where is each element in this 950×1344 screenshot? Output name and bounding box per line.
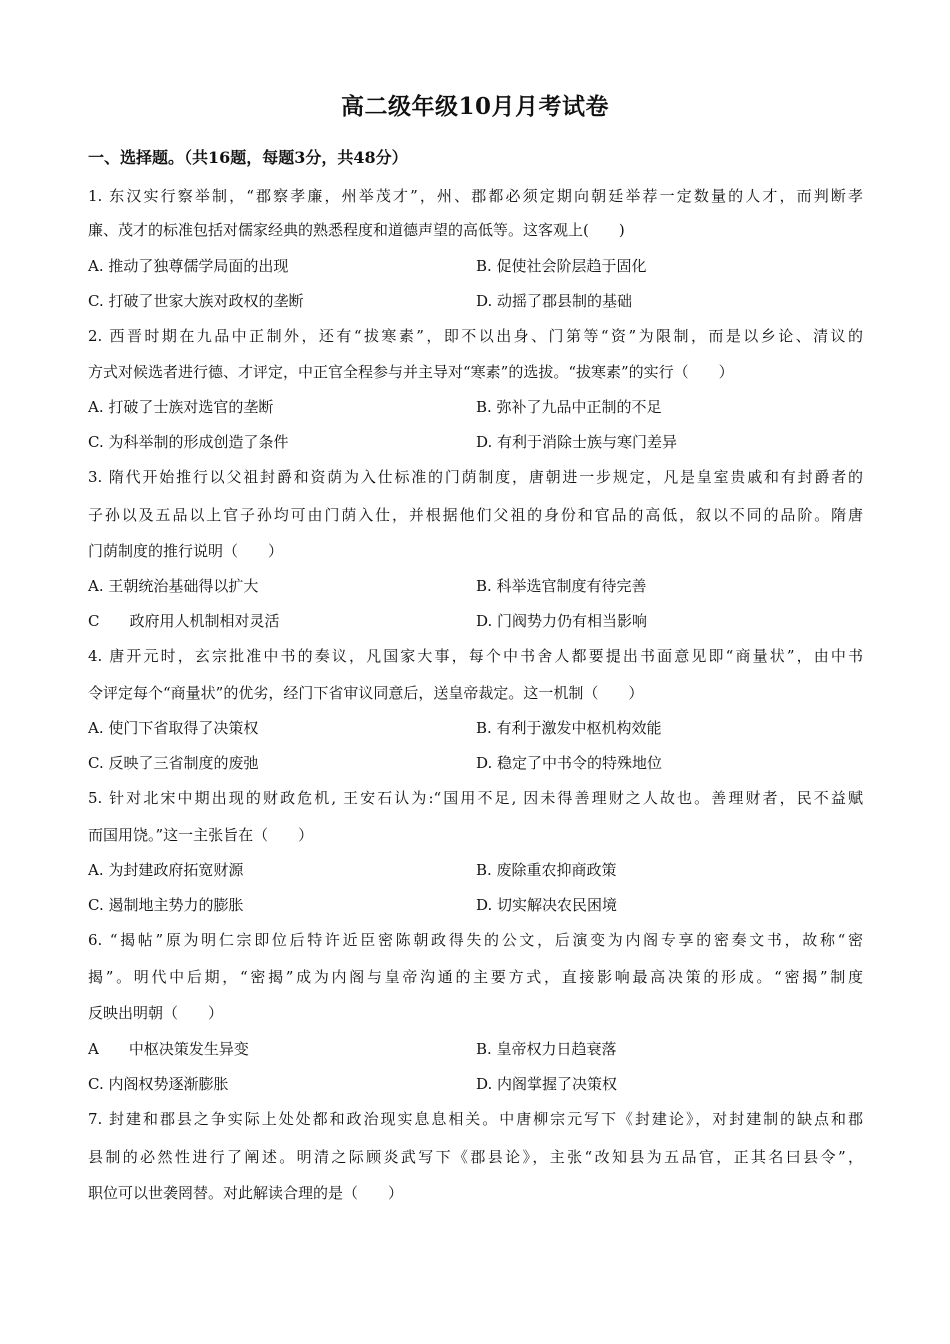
q4-line-1: 4. 唐开元时，玄宗批准中书的奏议，凡国家大事，每个中书舍人都要提出书面意见即“商量状”，由中书	[88, 647, 863, 665]
q6-line-2: 揭”。明代中后期，“密揭”成为内阁与皇帝沟通的主要方式，直接影响最高决策的形成。“密揭”制度	[88, 968, 863, 986]
q3-line-2: 子孙以及五品以上官子孙均可由门荫入仕，并根据他们父祖的身份和官品的高低，叙以不同的品阶。隋唐	[88, 506, 863, 524]
section-heading: 一、选择题。（共16题，每题3分，共48分）	[88, 148, 408, 167]
q1-option-d: D. 动摇了郡县制的基础	[476, 292, 633, 310]
q1-option-b: B. 促使社会阶层趋于固化	[476, 257, 647, 275]
q6-option-d: D. 内阁掌握了决策权	[476, 1075, 618, 1093]
q5-option-a: A. 为封建政府拓宽财源	[88, 861, 244, 879]
q1-line-1: 1. 东汉实行察举制，“郡察孝廉，州举茂才”，州、郡都必须定期向朝廷举荐一定数量的人才，而判断孝	[88, 187, 863, 205]
q1-line-2: 廉、茂才的标准包括对儒家经典的熟悉程度和道德声望的高低等。这客观上( )	[88, 221, 625, 239]
q5-option-c: C. 遏制地主势力的膨胀	[88, 896, 244, 914]
q6-option-a: A 中枢决策发生异变	[88, 1040, 249, 1058]
q7-line-3: 职位可以世袭罔替。对此解读合理的是（ ）	[88, 1184, 404, 1202]
q2-option-d: D. 有利于消除士族与寒门差异	[476, 433, 678, 451]
q7-line-1: 7. 封建和郡县之争实际上处处都和政治现实息息相关。中唐柳宗元写下《封建论》，对封建制的缺点和郡	[88, 1110, 863, 1128]
q2-line-2: 方式对候选者进行德、才评定，中正官全程参与并主导对“寒素”的选拔。“拔寒素”的实行（ ）	[88, 363, 734, 381]
q1-option-c: C. 打破了世家大族对政权的垄断	[88, 292, 304, 310]
q6-line-1: 6. “揭帖”原为明仁宗即位后特许近臣密陈朝政得失的公文，后演变为内阁专享的密奏文书，故称“密	[88, 931, 863, 949]
q5-line-2: 而国用饶。”这一主张旨在（ ）	[88, 826, 314, 844]
q6-option-b: B. 皇帝权力日趋衰落	[476, 1040, 617, 1058]
q7-line-2: 县制的必然性进行了阐述。明清之际顾炎武写下《郡县论》，主张“改知县为五品官，正其名曰县令”，	[88, 1148, 863, 1166]
q2-option-c: C. 为科举制的形成创造了条件	[88, 433, 289, 451]
q2-option-a: A. 打破了士族对选官的垄断	[88, 398, 274, 416]
q4-option-d: D. 稳定了中书令的特殊地位	[476, 754, 663, 772]
q5-option-b: B. 废除重农抑商政策	[476, 861, 617, 879]
q6-line-3: 反映出明朝（ ）	[88, 1004, 224, 1022]
q3-option-c: C 政府用人机制相对灵活	[88, 612, 280, 630]
q4-line-2: 令评定每个“商量状”的优劣，经门下省审议同意后，送皇帝裁定。这一机制（ ）	[88, 684, 644, 702]
exam-title: 高二级年级10月月考试卷	[340, 93, 609, 120]
q5-option-d: D. 切实解决农民困境	[476, 896, 618, 914]
q4-option-a: A. 使门下省取得了决策权	[88, 719, 259, 737]
q3-option-b: B. 科举选官制度有待完善	[476, 577, 647, 595]
q4-option-b: B. 有利于激发中枢机构效能	[476, 719, 662, 737]
q6-option-c: C. 内阁权势逐渐膨胀	[88, 1075, 229, 1093]
q1-option-a: A. 推动了独尊儒学局面的出现	[88, 257, 289, 275]
q4-option-c: C. 反映了三省制度的废弛	[88, 754, 259, 772]
q2-option-b: B. 弥补了九品中正制的不足	[476, 398, 662, 416]
q3-line-1: 3. 隋代开始推行以父祖封爵和资荫为入仕标准的门荫制度，唐朝进一步规定，凡是皇室贵戚和有封爵者的	[88, 468, 863, 486]
q3-option-a: A. 王朝统治基础得以扩大	[88, 577, 259, 595]
q2-line-1: 2. 西晋时期在九品中正制外，还有“拔寒素”，即不以出身、门第等“资”为限制，而是以乡论、清议的	[88, 327, 863, 345]
q3-option-d: D. 门阀势力仍有相当影响	[476, 612, 648, 630]
q3-line-3: 门荫制度的推行说明（ ）	[88, 542, 284, 560]
q5-line-1: 5. 针对北宋中期出现的财政危机, 王安石认为:“国用不足, 因未得善理财之人故也。善理财者，民不益赋	[88, 789, 863, 807]
